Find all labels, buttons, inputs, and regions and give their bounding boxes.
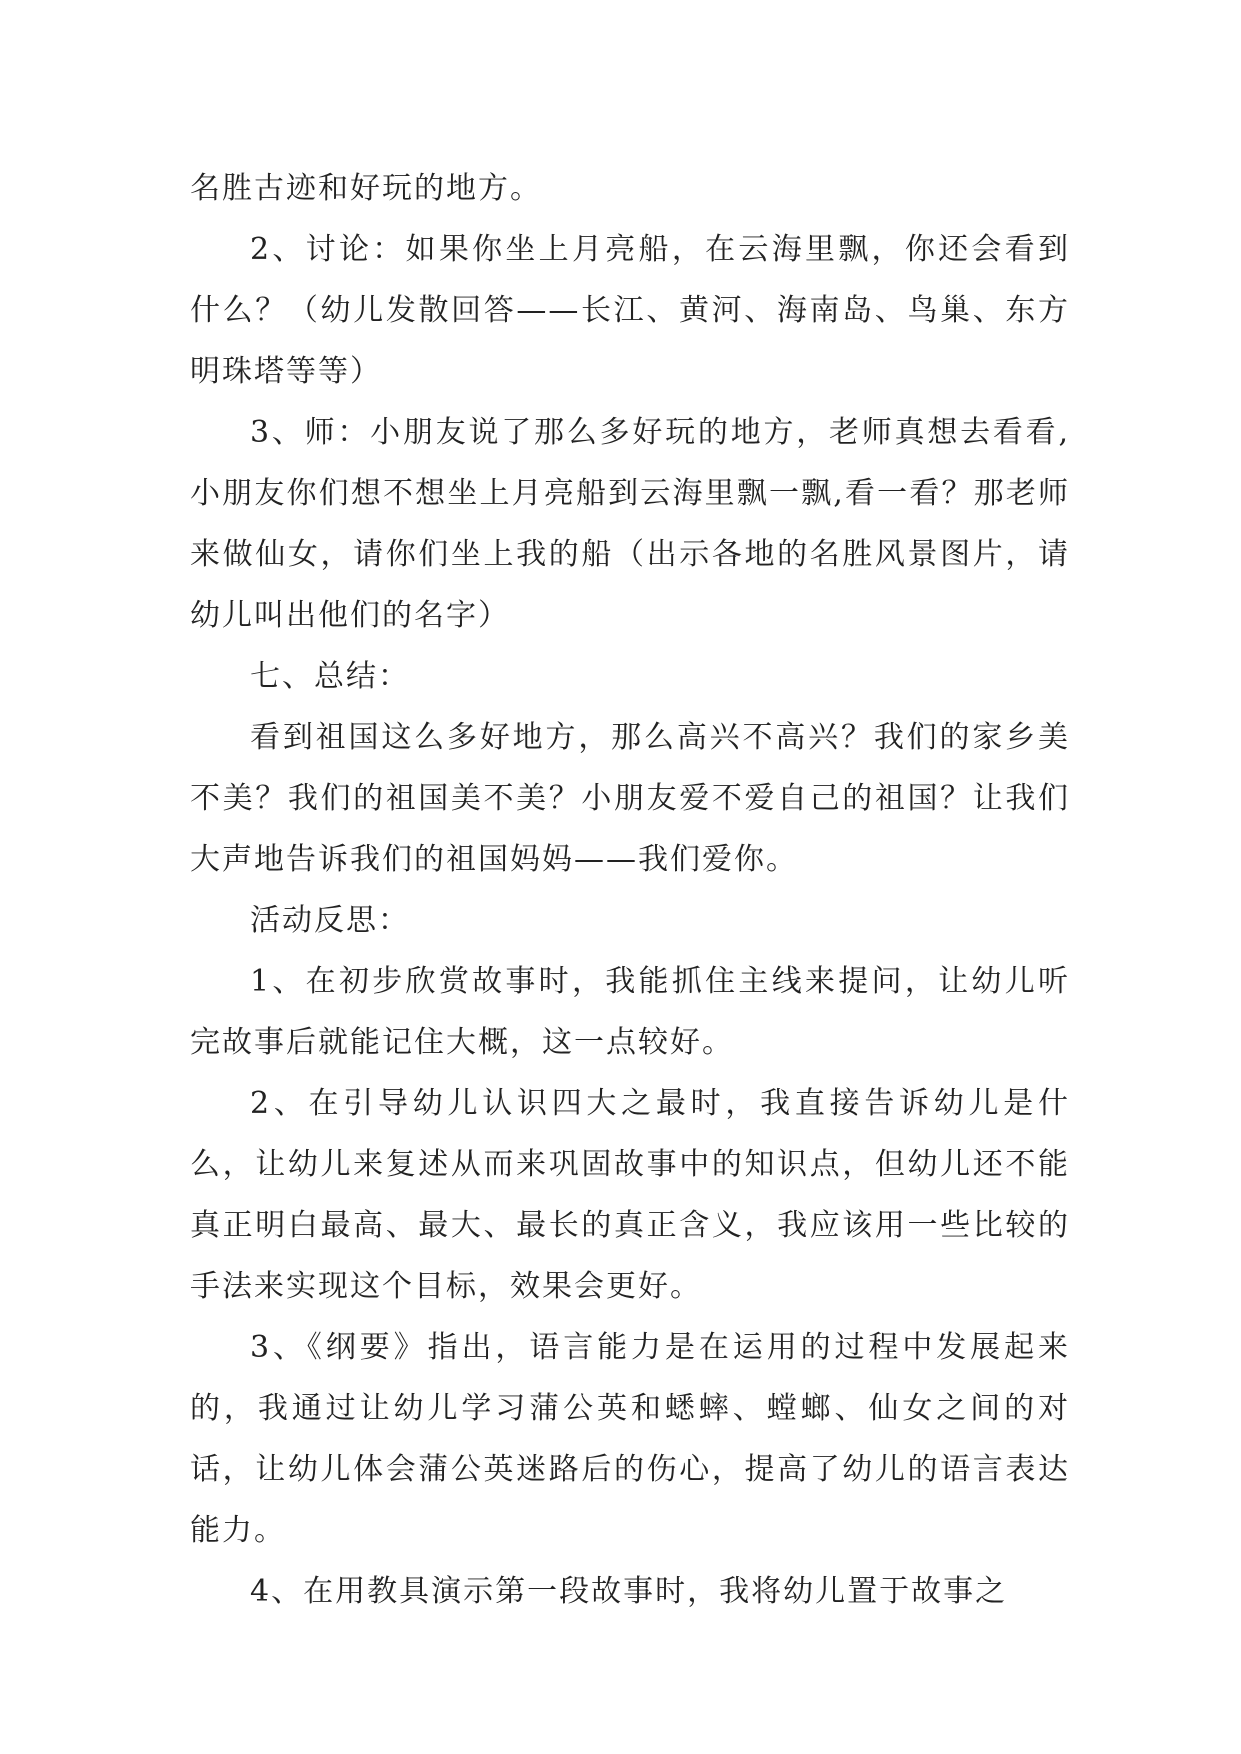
paragraph-reflection-2: 2、在引导幼儿认识四大之最时，我直接告诉幼儿是什么，让幼儿来复述从而来巩固故事中的知识点，但幼儿还不能真正明白最高、最大、最长的真正含义，我应该用一些比较的手法来实现这个目标，效果会更好。 [190, 1086, 1070, 1304]
paragraph-reflection-4: 4、在用教具演示第一段故事时，我将幼儿置于故事之 [250, 1574, 1008, 1609]
paragraph-teacher: 3、师：小朋友说了那么多好玩的地方，老师真想去看看,小朋友你们想不想坐上月亮船到云海里飘一飘,看一看？那老师来做仙女，请你们坐上我的船（出示各地的名胜风景图片，请幼儿叫出他们的名字） [190, 415, 1070, 633]
paragraph-summary: 看到祖国这么多好地方，那么高兴不高兴？我们的家乡美不美？我们的祖国美不美？小朋友爱不爱自己的祖国？让我们大声地告诉我们的祖国妈妈——我们爱你。 [190, 720, 1070, 877]
paragraph-discussion: 2、讨论：如果你坐上月亮船，在云海里飘，你还会看到什么？（幼儿发散回答——长江、黄河、海南岛、鸟巢、东方明珠塔等等） [190, 232, 1070, 389]
section-heading-reflection: 活动反思： [250, 903, 410, 938]
document-body [190, 158, 1070, 1622]
paragraph-reflection-3: 3、《纲要》指出，语言能力是在运用的过程中发展起来的，我通过让幼儿学习蒲公英和蟋蟀、螳螂、仙女之间的对话，让幼儿体会蒲公英迷路后的伤心，提高了幼儿的语言表达能力。 [190, 1330, 1070, 1548]
section-heading-summary: 七、总结： [250, 659, 410, 694]
paragraph-continuation: 名胜古迹和好玩的地方。 [190, 171, 542, 206]
paragraph-reflection-1: 1、在初步欣赏故事时，我能抓住主线来提问，让幼儿听完故事后就能记住大概，这一点较好。 [190, 964, 1070, 1060]
